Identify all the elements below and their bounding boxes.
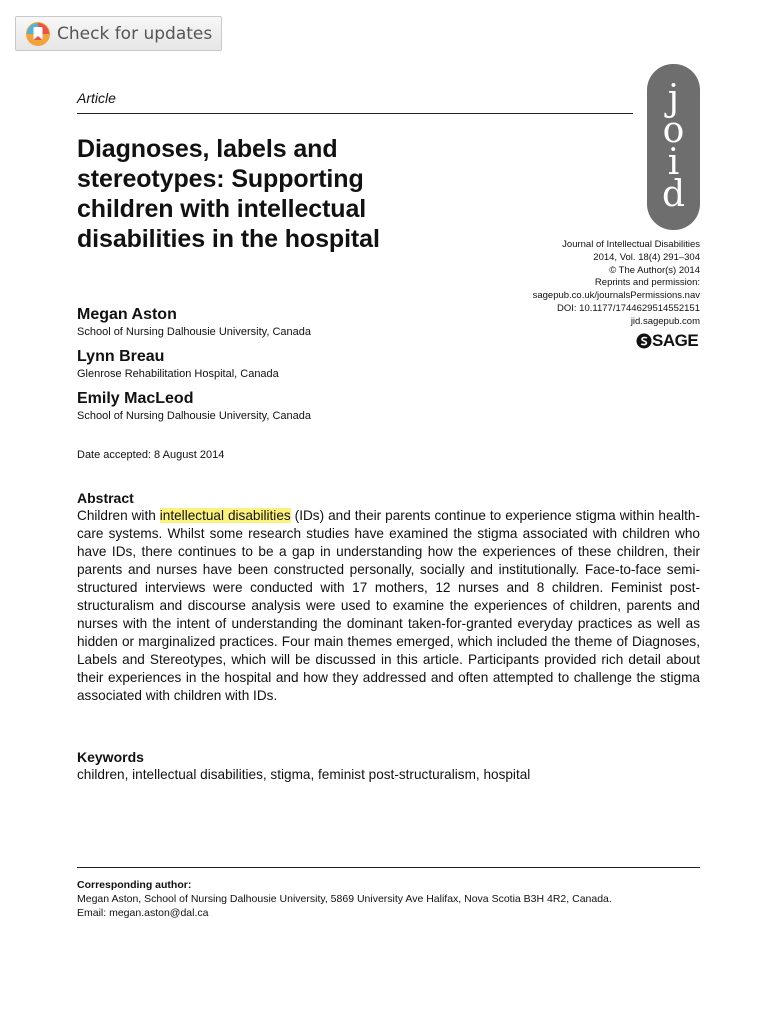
badge-letter-o: o bbox=[662, 110, 685, 151]
abstract-rest: (IDs) and their parents continue to experience stigma within health-care systems. Whilst some research studies have examined the stigma associated with children who have IDs, there continues to be a gap in understanding how the experiences of these children, their parents and nurses have been constructed personally, socially and institutionally. Face-to-face semi-structured interviews were conducted with 17 mothers, 12 nurses and 8 children. Feminist post-structuralism and discourse analysis were used to examine the experiences of children, parents and nurses with the intent of understanding the dominant taken-for-granted everyday practices as well as hidden or marginalized practices. Four main themes emerged, which included the theme of Diagnoses, Labels and Stereotypes, which will be discussed in this article. Participants provided rich detail about their experiences in the hospital and how they addressed and often attempted to challenge the stigma associated with children with IDs. bbox=[77, 508, 700, 703]
journal-badge bbox=[647, 64, 700, 230]
footer-rule bbox=[77, 867, 700, 868]
journal-volume: 2014, Vol. 18(4) 291–304 bbox=[593, 251, 700, 263]
author-list bbox=[77, 305, 311, 431]
abstract-lead: Children with bbox=[77, 508, 160, 523]
badge-letter-i: i bbox=[667, 142, 680, 183]
corresponding-email[interactable]: Email: megan.aston@dal.ca bbox=[77, 907, 209, 919]
badge-letter-j: j bbox=[667, 78, 680, 119]
corresponding-author bbox=[77, 878, 612, 920]
author-name: Emily MacLeod bbox=[77, 390, 194, 407]
author-name: Megan Aston bbox=[77, 306, 177, 323]
author-affiliation: School of Nursing Dalhousie University, Canada bbox=[77, 326, 311, 338]
abstract-heading: Abstract bbox=[77, 490, 134, 506]
check-updates-icon bbox=[25, 21, 51, 47]
journal-permissions-link[interactable]: sagepub.co.uk/journalsPermissions.nav bbox=[532, 290, 700, 302]
author-name: Lynn Breau bbox=[77, 348, 165, 365]
journal-info bbox=[533, 239, 700, 329]
article-title: Diagnoses, labels and stereotypes: Supporting children with intellectual disabilities in the hospital bbox=[77, 135, 380, 253]
journal-doi[interactable]: DOI: 10.1177/1744629514552151 bbox=[557, 302, 700, 314]
abstract-body bbox=[77, 507, 700, 705]
badge-letter-d: d bbox=[661, 174, 686, 215]
journal-name: Journal of Intellectual Disabilities bbox=[562, 239, 700, 250]
sage-wordmark: SAGE bbox=[652, 331, 699, 350]
corresponding-address: Megan Aston, School of Nursing Dalhousie University, 5869 University Ave Halifax, Nova Scotia B3H 4R2, Canada. bbox=[77, 893, 612, 905]
author-1 bbox=[77, 305, 311, 339]
highlighted-term[interactable]: intellectual disabilities bbox=[159, 508, 291, 523]
journal-reprints: Reprints and permission: bbox=[594, 277, 700, 289]
journal-website[interactable]: jid.sagepub.com bbox=[630, 315, 700, 327]
author-affiliation: Glenrose Rehabilitation Hospital, Canada bbox=[77, 368, 279, 380]
keywords-list: children, intellectual disabilities, stigma, feminist post-structuralism, hospital bbox=[77, 767, 531, 782]
article-type-label: Article bbox=[77, 90, 116, 106]
sage-logo bbox=[636, 331, 698, 351]
sage-emblem-icon bbox=[636, 333, 652, 349]
author-affiliation: School of Nursing Dalhousie University, Canada bbox=[77, 410, 311, 422]
header-rule bbox=[77, 113, 633, 114]
corresponding-heading: Corresponding author: bbox=[77, 879, 192, 891]
author-2 bbox=[77, 347, 311, 381]
date-accepted: Date accepted: 8 August 2014 bbox=[77, 449, 225, 461]
check-for-updates-button[interactable] bbox=[15, 16, 222, 51]
journal-copyright: © The Author(s) 2014 bbox=[609, 264, 700, 276]
keywords-heading: Keywords bbox=[77, 749, 144, 765]
author-3 bbox=[77, 389, 311, 423]
check-for-updates-label: Check for updates bbox=[57, 23, 213, 44]
